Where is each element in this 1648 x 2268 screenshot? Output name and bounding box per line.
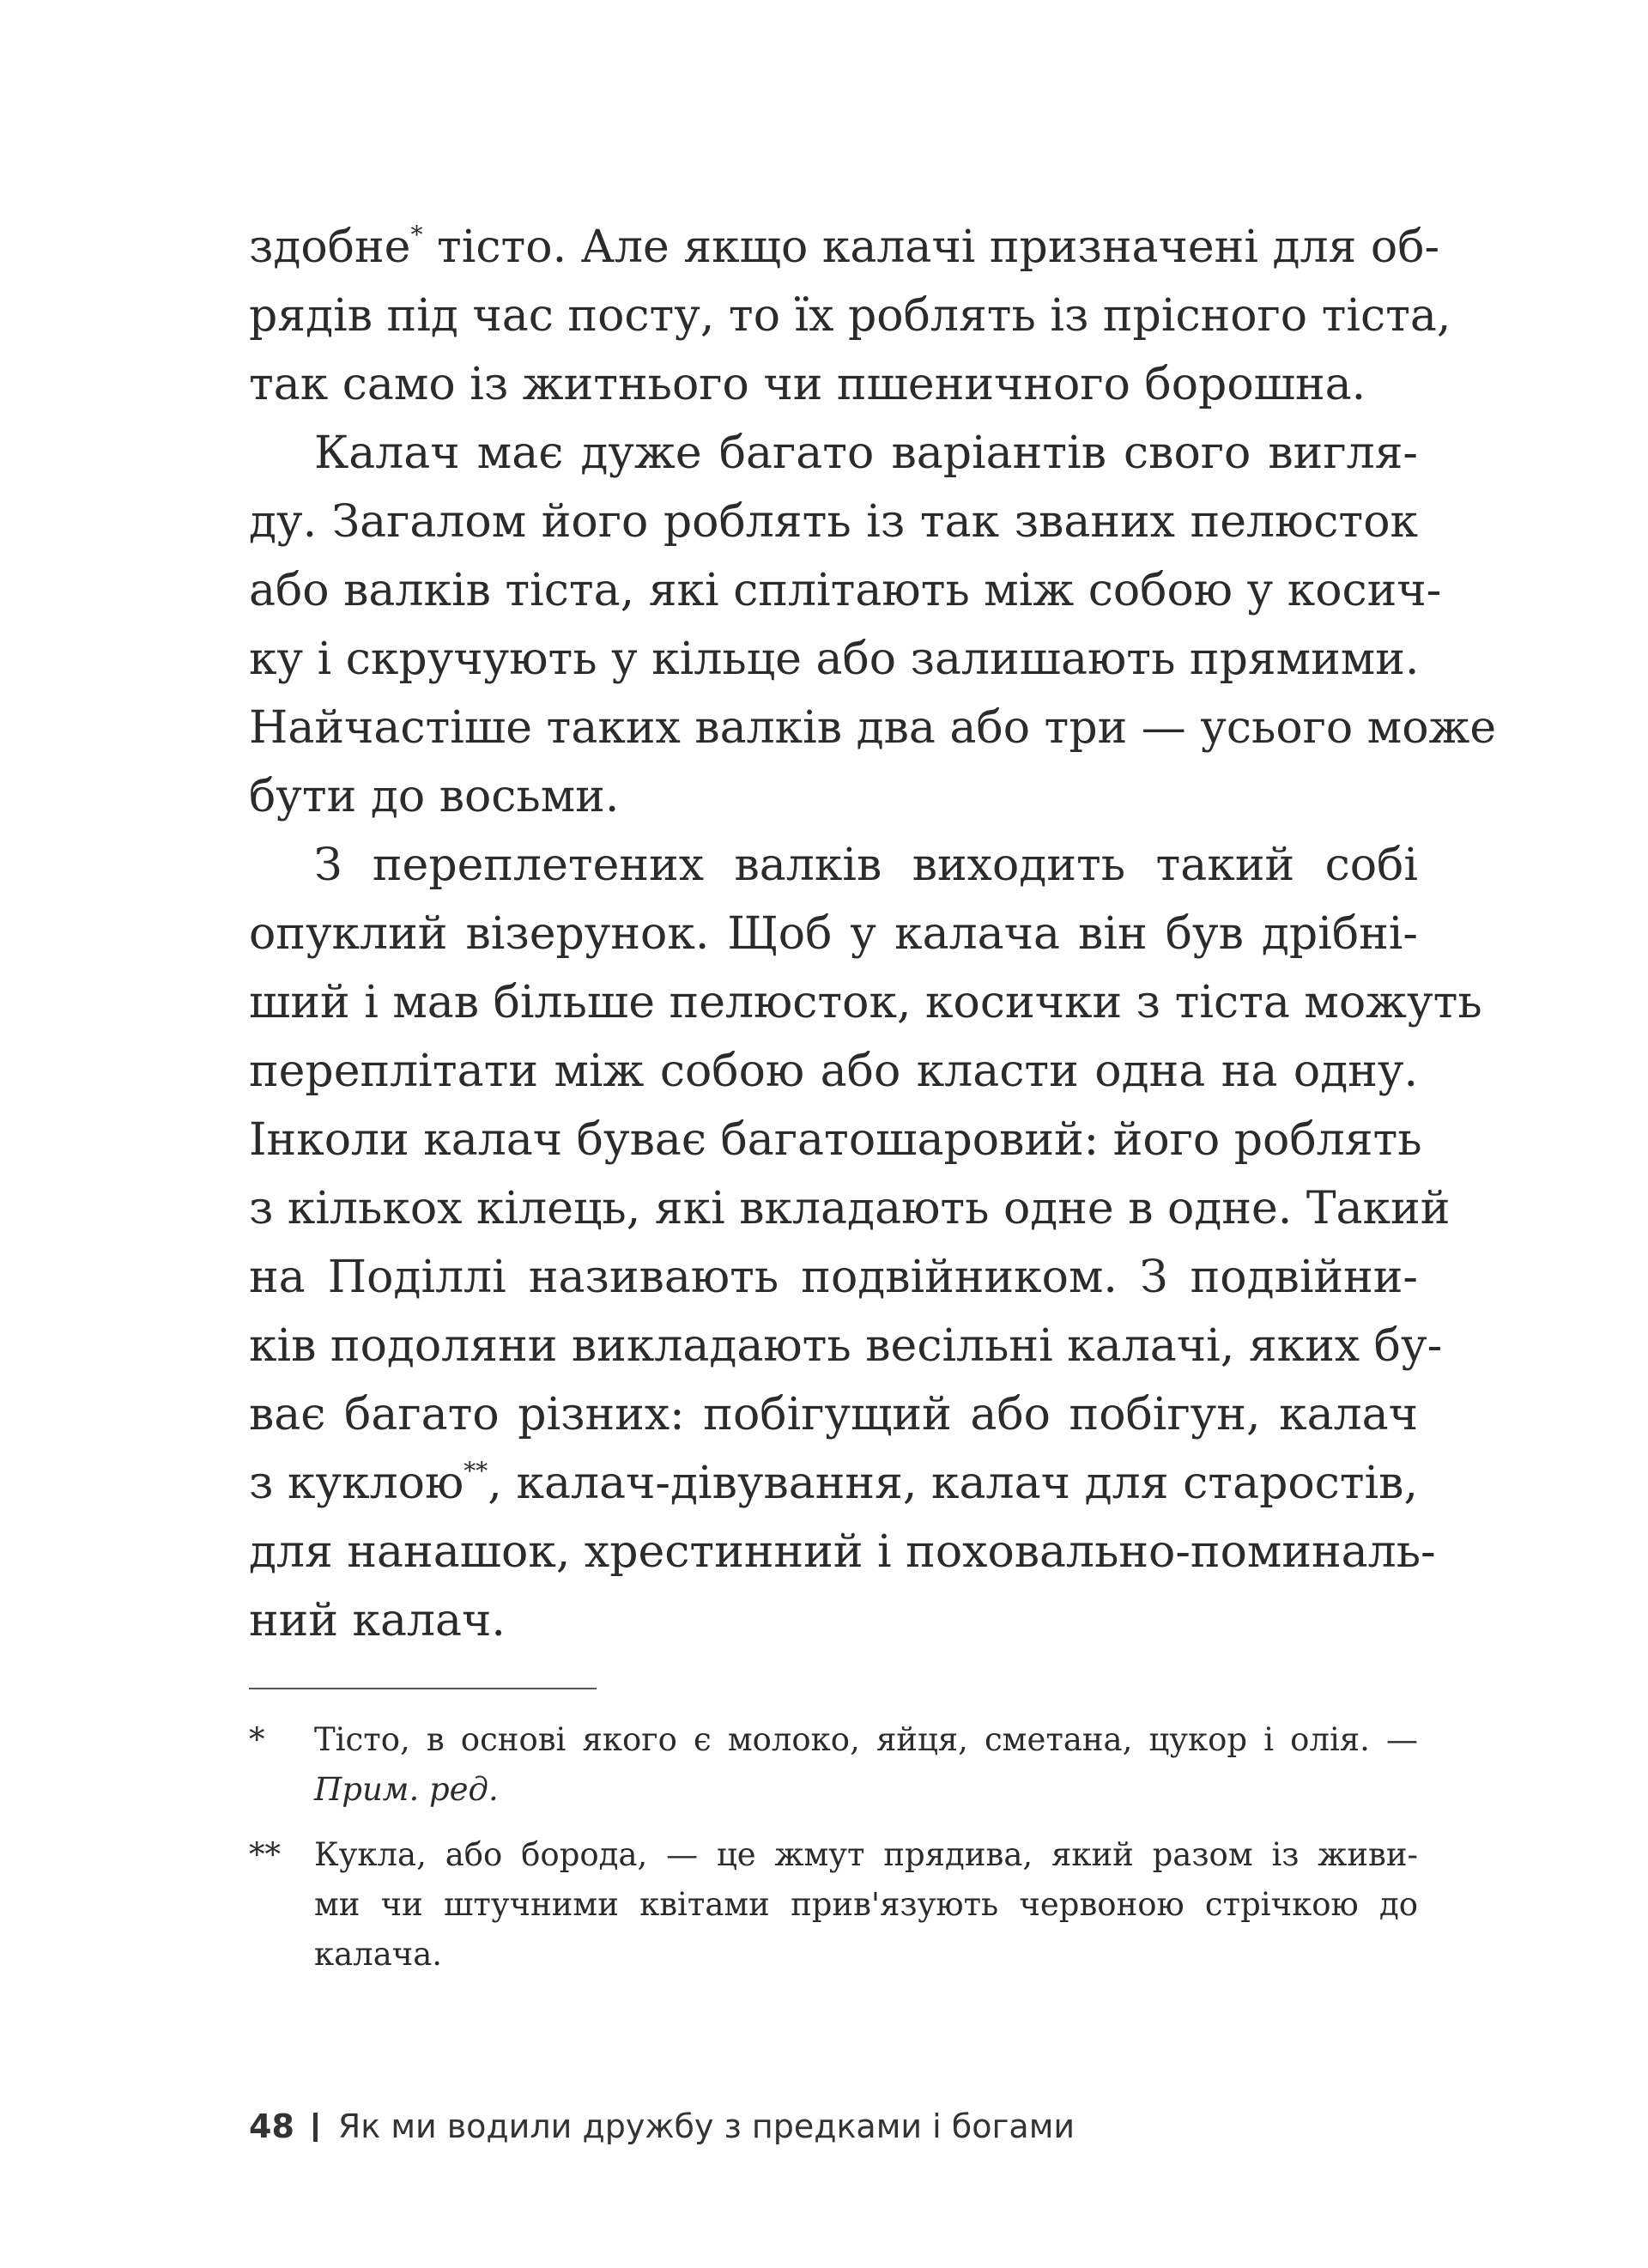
text-line: з куклою**, калач-дівування, калач для старостів,	[249, 1457, 1418, 1509]
main-text	[249, 213, 1497, 1655]
text-line: або валків тіста, які сплітають між собою у косич-	[249, 565, 1442, 616]
text-line: на Поділлі називають подвійником. З подвійни-	[249, 1252, 1418, 1303]
footnote-ref-1[interactable]: *	[410, 221, 423, 249]
footnote-marker: *	[249, 1721, 265, 1758]
footnote-2	[249, 1830, 1418, 1980]
running-footer	[249, 2105, 1075, 2148]
footer-separator	[313, 2113, 318, 2142]
footnote-line: Кукла, або борода, — це жмут прядива, який разом із живи-	[314, 1836, 1418, 1873]
footnote-line: калача.	[314, 1936, 443, 1973]
footnote-line: ми чи штучними квітами прив'язують червоною стрічкою до	[314, 1886, 1418, 1923]
footnote-ref-2[interactable]: **	[464, 1457, 488, 1485]
text-line: ду. Загалом його роблять із так званих пелюсток	[249, 496, 1418, 548]
text-line: так само із житнього чи пшеничного борошна.	[249, 359, 1366, 410]
text-line: ку і скручують у кільце або залишають прямими.	[249, 634, 1420, 685]
footnotes	[249, 1715, 1418, 1995]
text-line: опуклий візерунок. Щоб у калача він був дрібні-	[249, 908, 1418, 960]
text-line: рядів під час посту, то їх роблять із прісного тіста,	[249, 290, 1451, 342]
text-line: переплітати між собою або класти одна на одну.	[249, 1046, 1418, 1097]
text-line: Інколи калач буває багатошаровий: його роблять	[249, 1114, 1422, 1166]
text-line: ний калач.	[249, 1595, 506, 1646]
footnote-line: Тісто, в основі якого є молоко, яйця, сметана, цукор і олія. —	[314, 1721, 1418, 1758]
page-number: 48	[249, 2107, 294, 2145]
text-line: Найчастіше таких валків два або три — усього може	[249, 702, 1497, 754]
paragraph-start: Калач має дуже багато варіантів свого вигля-	[314, 428, 1418, 479]
text-line: ків подоляни викладають весільні калачі, яких бу-	[249, 1320, 1443, 1372]
text-line: для нанашок, хрестинний і поховально-поминаль-	[249, 1526, 1436, 1578]
editor-note: Прим. ред.	[314, 1771, 499, 1808]
text-line: з кількох кілець, які вкладають одне в одне. Такий	[249, 1183, 1451, 1234]
footnote-divider	[249, 1688, 597, 1689]
text-line: ший і мав більше пелюсток, косички з тіста можуть	[249, 977, 1482, 1028]
paragraph-start: З переплетених валків виходить такий собі	[314, 840, 1418, 891]
word-z-kukloyu: з куклою	[249, 1458, 464, 1509]
footnote-1	[249, 1715, 1418, 1815]
text-line: ває багато різних: побігущий або побігун, калач	[249, 1389, 1418, 1440]
footnote-marker: **	[249, 1836, 281, 1873]
text-line: бути до восьми.	[249, 771, 620, 822]
word-zdobne: здобне	[249, 221, 411, 273]
text-line: здобне* тісто. Але якщо калачі призначені для об-	[249, 221, 1440, 273]
book-title: Як ми водили дружбу з предками і богами	[337, 2107, 1075, 2145]
